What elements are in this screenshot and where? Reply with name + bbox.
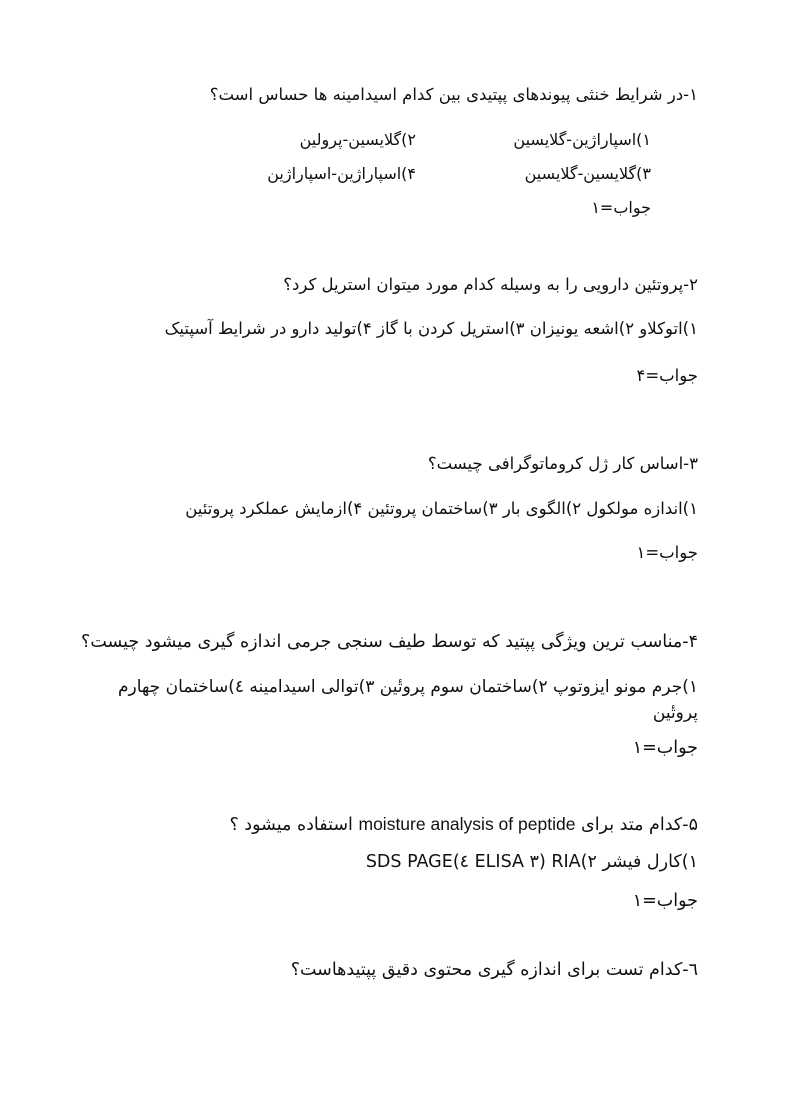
question-1-option-1: ۱)اسپاراژین-گلایسین <box>513 130 651 149</box>
question-5-suffix: استفاده میشود ؟ <box>229 815 353 835</box>
question-3-text: ۳-اساس کار ژل کروماتوگرافی چیست؟ <box>427 454 698 473</box>
question-4-answer: جواب=۱ <box>632 738 698 758</box>
question-3-options: ۱)اندازه مولکول ۲)الگوی بار ۳)ساختمان پروتئین ۴)ازمایش عملکرد پروتئین <box>185 499 698 518</box>
question-5-options: ۱)کارل فیشر ۲)ELISA ۳) RIA ٤)SDS PAGE <box>365 852 698 872</box>
question-3-answer: جواب=۱ <box>636 543 698 562</box>
question-1-answer: جواب=۱ <box>591 198 651 217</box>
question-2-answer: جواب=۴ <box>636 366 698 385</box>
question-2-text: ۲-پروتئین دارویی را به وسیله کدام مورد میتوان استریل کرد؟ <box>283 275 698 294</box>
question-1-text: ۱-در شرایط خنثی پیوندهای پپتیدی بین کدام اسیدامینه ها حساس است؟ <box>209 85 698 104</box>
question-6-text: ٦-کدام تست برای اندازه گیری محتوی دقیق پپتیدهاست؟ <box>290 960 698 980</box>
question-2-options: ۱)اتوکلاو ۲)اشعه یونیزان ۳)استریل کردن با گاز ۴)تولید دارو در شرایط آسپتیک <box>164 319 698 338</box>
question-1-option-2: ۲)گلایسین-پرولین <box>299 130 416 149</box>
question-4-text: ۴-مناسب ترین ویژگی پپتید که توسط طیف سنجی جرمی اندازه گیری میشود چیست؟ <box>81 632 698 652</box>
question-5-prefix: ۵-کدام متد برای <box>581 815 698 835</box>
question-4-options: ۱)جرم مونو ایزوتوپ ۲)ساختمان سوم پروتٔین ۳)توالی اسیدامینه ٤)ساختمان چهارم پروتٔین <box>118 677 698 723</box>
question-1-option-3: ۳)گلایسین-گلایسین <box>524 164 651 183</box>
question-5-answer: جواب=۱ <box>632 891 698 911</box>
question-5-latin-term: moisture analysis of peptide <box>358 814 576 834</box>
question-5-text <box>96 812 698 837</box>
question-1-option-4: ۴)اسپاراژین-اسپاراژین <box>267 164 416 183</box>
